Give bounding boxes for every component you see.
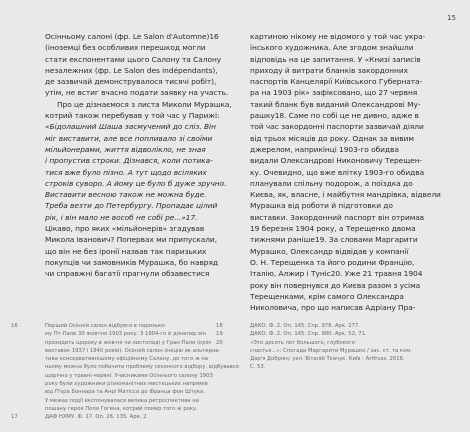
footnote bbox=[216, 339, 466, 372]
footnote-text-line: Дар'я Добріян; укл. Віталій Ткачук. Київ : Artfruss, 2016. bbox=[250, 356, 405, 363]
text-line: покупців чи замовників Мурашка, бо навряд bbox=[45, 257, 218, 267]
footnote-number: 19 bbox=[216, 331, 223, 338]
text-line: картиною нікому не відомого у той час укра- bbox=[250, 32, 426, 41]
footnote-text-line: счастья...»: Спогади Маргарити Мурашко / зас. ст. та ком. bbox=[250, 347, 412, 354]
footnote-text-line: пошану героя Поля Гогена, котрий помер того ж року. bbox=[45, 405, 198, 412]
text-line: приходу й витрати бланків закордонних bbox=[250, 65, 408, 75]
text-line: Мурашко, Олександр відвідав у компанії bbox=[250, 246, 409, 256]
footnote-text-line: виставок 1937 і 1940 років). Осінній салон зініцію як альтерна- bbox=[45, 347, 221, 354]
text-line: Про це дізнаємося з листа Миколи Мурашка, bbox=[57, 99, 232, 109]
text-line: Треба везти до Петербургу. Пропадає цілий bbox=[45, 201, 218, 211]
text-line: їнського художника. Але згодом знайшли bbox=[250, 43, 414, 53]
text-line: Києва, як, власне, і майбутня мандрівка, відвели bbox=[250, 190, 441, 200]
footnote-text-line: Перший Осінній салон відбувся в паризько- bbox=[45, 323, 167, 329]
text-line: незалежних (фр. Le Salon des indépendants), bbox=[45, 65, 218, 75]
text-line: чи справжні багатії прагнули обзавестися bbox=[45, 269, 210, 279]
footnote-text-line: му Пт-Пале 30 жовтня 1903 року. З 1904-го й донепер він bbox=[45, 331, 207, 338]
text-line: відповідь на це запитання. У «Книзі записів bbox=[250, 54, 421, 64]
text-line: паспортів Канцелярії Київського Губерната- bbox=[250, 77, 423, 87]
text-line: (іноземці без особливих перешкод могли bbox=[45, 43, 206, 53]
footnotes-right bbox=[216, 322, 466, 372]
footnote-text-line: проходить щороку в жовтні чи листопаді у Гран-Пале (крім bbox=[45, 339, 211, 346]
footnote-text-line: року були художники різноманітних мистецьких напрямів bbox=[45, 381, 208, 388]
text-line: той час закордонні паспорти зазвичай діяли bbox=[250, 122, 424, 132]
text-line: року він повернувся до Києва разом з усіма bbox=[250, 280, 421, 290]
text-line: рік, і він мало не вособ не собі ре...»17. bbox=[45, 212, 198, 222]
text-line: ку. Очевидно, що вже влітку 1903-го обидва bbox=[250, 167, 425, 177]
text-line: котрий також перебував у той час у Парижі: bbox=[45, 111, 220, 121]
footnote-number: 16 bbox=[11, 323, 18, 329]
footnote-text-line: У межах події експонувалася велика ретроспектива на bbox=[45, 397, 199, 404]
text-line: мільйонерами, життя відволікло, не зная bbox=[45, 144, 206, 154]
text-line: 19 березня 1904 року, а Терещенко двома bbox=[250, 224, 416, 234]
footnote-number: 18 bbox=[216, 323, 223, 329]
footnote-text-line: «Это десять лет большого, глубокого bbox=[250, 339, 356, 346]
text-line: тижнями раніше19. За словами Маргарити bbox=[250, 235, 418, 245]
text-line: де зазвичай демонструвалося тисячі робіт), bbox=[45, 77, 217, 87]
text-line: Микола Іванович? Поперваx ми припускали, bbox=[45, 235, 218, 245]
footnote-text-line: ньому можна було побачити проблему сезонного відбору, відбувався bbox=[45, 364, 239, 371]
footnote-text-line: ДАКО. Ф. 2. Оп. 145. Спр. 978. Арк. 277. bbox=[250, 323, 360, 329]
footnote-text-line: С. 53. bbox=[250, 364, 266, 371]
text-line: виставки. Закордонний паспорт він отримав bbox=[250, 212, 425, 222]
footnote-number: 20 bbox=[216, 339, 223, 346]
text-line: Мурашка від роботи й підготовки до bbox=[250, 201, 393, 211]
text-line: стати експонентами цього Салону та Салону bbox=[45, 54, 222, 64]
text-line: планували спільну подорож, а поїздка до bbox=[250, 178, 413, 188]
text-line: строків суворо. А йому це було б дуже зручно. bbox=[45, 178, 227, 188]
text-line: тися вже було пізно. А тут щодо всіляких bbox=[45, 167, 207, 177]
footnote bbox=[216, 322, 466, 330]
text-line: джерелом, наприкінці 1903-го обидва bbox=[250, 144, 399, 154]
text-line: Цікаво, про яких «мільйонерів» згадував bbox=[45, 224, 205, 234]
text-line: такий бланк був виданий Олександрові Му- bbox=[250, 99, 421, 109]
page-number: 15 bbox=[447, 14, 456, 22]
text-line: «Бідолашний Шаша засмучений до сліз. Він bbox=[45, 122, 216, 132]
text-line: рашку18. Саме по собі це не дивно, адже в bbox=[250, 111, 419, 121]
footnote-number: 17 bbox=[11, 414, 18, 421]
text-line: О. Н. Терещенка та його родини Францію, bbox=[250, 257, 415, 267]
footnote-text-line: від П'єра Боннара та Анрі Матісса до Франца фон Штука. bbox=[45, 389, 205, 396]
text-line: Італію, Алжир і Туніс20. Уже 21 травня 1904 bbox=[250, 269, 423, 279]
text-line: міг виставити, але все попливало зі своїми bbox=[45, 133, 213, 143]
footnote bbox=[216, 330, 466, 338]
text-line: утім, не встиг вчасно подати заявку на участь. bbox=[45, 88, 229, 98]
text-line: що він не без іронії назвав так паризьких bbox=[45, 246, 207, 256]
text-line: від трьох місяців до року. Однак за вивим bbox=[250, 133, 414, 143]
text-line: Виставити весною також не можна буде. bbox=[45, 190, 207, 200]
text-line: Осінньому салоні (фр. Le Salon d'Automne)16 bbox=[45, 32, 219, 41]
footnote-text-line: ДАКО. Ф. 2. Оп. 145. Спр. 980. Арк. 52, 71. bbox=[250, 331, 367, 338]
text-line: і пропустив строки. Дізнався, коли потика- bbox=[45, 156, 213, 166]
text-line: Терещенками, крім самого Олександра bbox=[250, 291, 404, 301]
footnote bbox=[11, 322, 239, 413]
text-line: видали Олександрові Никоновичу Терещен- bbox=[250, 156, 423, 166]
right-text-column bbox=[250, 31, 441, 313]
left-text-column bbox=[45, 31, 232, 280]
footnotes-left bbox=[11, 322, 239, 422]
text-line: Николовича, про що написав Адріану Пра- bbox=[250, 303, 416, 313]
footnote-text-line: щорічно у травні-червні. Учасниками Осіннього салону 1903 bbox=[45, 372, 213, 379]
text-line: ра на 1903 рік» зафіксовано, що 27 червня bbox=[250, 88, 418, 98]
footnote-text-line: тива консервативнішому офіційному Салону, до того ж на bbox=[45, 356, 209, 363]
footnote-text-line: ДАФ НХМУ. Ф. 17. Оп. 26. 135. Арк. 2. bbox=[45, 414, 149, 421]
footnote bbox=[11, 413, 236, 421]
